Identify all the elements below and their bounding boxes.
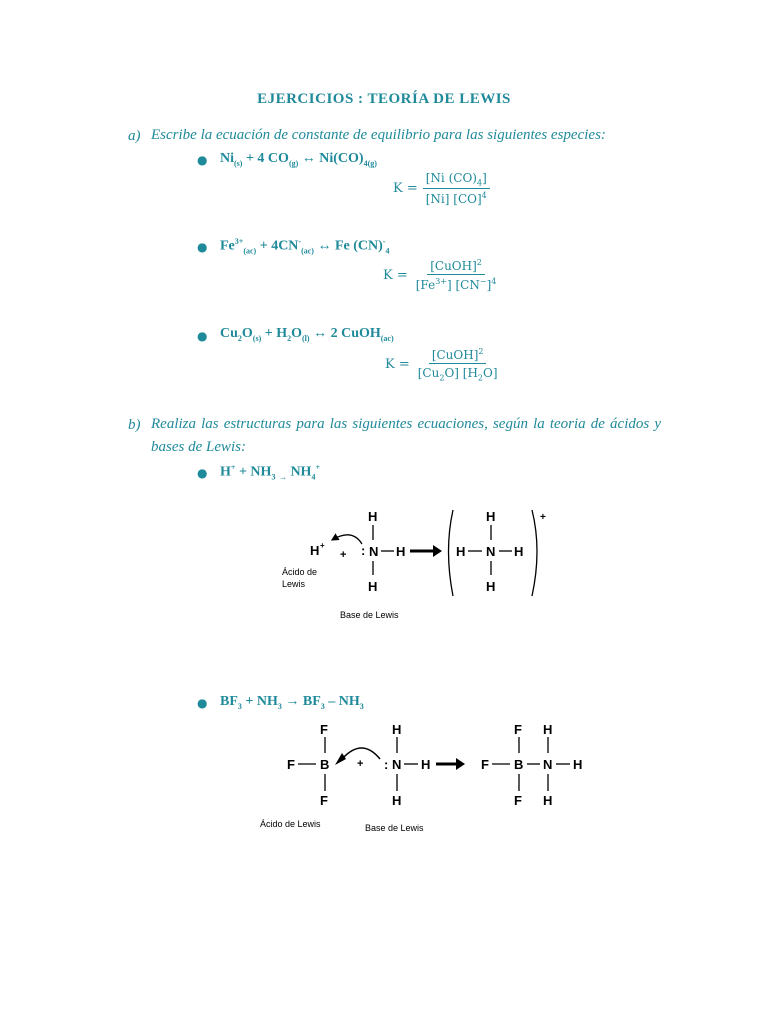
- bullet: ●: [197, 153, 208, 167]
- atom-h-left: H: [456, 544, 466, 559]
- atom-f-top: F: [514, 722, 522, 737]
- reaction-1-equation: $Ni_{(s)} + 4$ $CO_{(g)}$ ↔ $Ni(CO)_{4(g)}$: [220, 151, 377, 168]
- base-label: Base de Lewis: [340, 610, 399, 620]
- atom-h-bottom: H: [392, 793, 402, 808]
- denominator: [Ni] [CO]$^4$: [425, 191, 487, 207]
- atom-b: B: [514, 757, 524, 772]
- numerator: [Ni $(CO)_4$]: [423, 171, 490, 189]
- atom-h-top: H: [486, 509, 496, 524]
- part-b-label: b): [128, 417, 141, 433]
- atom-h-top: H: [368, 509, 378, 524]
- atom-h-bottom: H: [543, 793, 553, 808]
- acid-label-line2: Lewis: [282, 579, 306, 589]
- bracket-right: [532, 510, 537, 596]
- numerator: [CuOH]$^2$: [429, 347, 487, 364]
- bullet: ●: [197, 329, 208, 343]
- equilibrium-expression-3: [385, 347, 501, 382]
- denominator: $[Cu_2O]$ $[H_2O]$: [417, 366, 498, 383]
- atom-f-left: F: [287, 757, 295, 772]
- atom-h-top: H: [543, 722, 553, 737]
- base-label: Base de Lewis: [365, 823, 424, 833]
- part-a-label: a): [128, 128, 141, 144]
- reaction-b2-equation: $BF_3 + NH_3 \to BF_3 - NH_3$: [220, 694, 364, 711]
- atom-b: B: [320, 757, 330, 772]
- atom-h-bottom: H: [486, 579, 496, 594]
- ion-charge: +: [540, 512, 546, 523]
- atom-h-right: H: [573, 757, 583, 772]
- denominator: $[Fe^{3+}]$ $[CN^-]^4$: [415, 277, 497, 292]
- plus-sign: +: [340, 549, 347, 561]
- equilibrium-expression-1: [393, 171, 490, 206]
- part-b-prompt-line2: bases de Lewis:: [151, 439, 246, 455]
- reaction-2-equation: $Fe^{3+}_{(ac)} + 4CN^-_{(ac)}$ ↔ Fe $(CN)^-_4$: [220, 237, 390, 256]
- atom-f-left: F: [481, 757, 489, 772]
- part-b-prompt-line1: Realiza las estructuras para las siguientes ecuaciones, según la teoria de ácidos y: [151, 416, 661, 432]
- atom-h-top: H: [392, 722, 402, 737]
- atom-n: N: [486, 544, 496, 559]
- atom-n: N: [392, 757, 402, 772]
- acid-label: Ácido de Lewis: [260, 819, 321, 829]
- plus-sign: +: [357, 758, 364, 770]
- k-label: K =: [393, 181, 418, 197]
- bullet: ●: [197, 240, 208, 254]
- atom-h-right: H: [396, 544, 406, 559]
- bullet: ●: [197, 466, 208, 480]
- fraction: [423, 171, 490, 206]
- k-label: K =: [383, 267, 408, 283]
- lone-pair: :: [384, 757, 389, 772]
- electron-pair-arrow: [332, 535, 362, 544]
- page-title: EJERCICIOS : TEORÍA DE LEWIS: [257, 91, 511, 107]
- atom-n: N: [369, 544, 379, 559]
- lone-pair: :: [361, 543, 366, 558]
- atom-f-top: F: [320, 722, 328, 737]
- atom-h-bottom: H: [368, 579, 378, 594]
- lewis-diagram-bf3-nh3: [250, 715, 600, 840]
- charge-plus: +: [320, 541, 325, 550]
- bullet: ●: [197, 696, 208, 710]
- atom-f-bottom: F: [320, 793, 328, 808]
- bracket-left: [449, 510, 454, 596]
- atom-f-bottom: F: [514, 793, 522, 808]
- equilibrium-expression-2: [383, 258, 499, 292]
- atom-h: H: [310, 543, 320, 558]
- fraction: [413, 258, 500, 292]
- reaction-b1-equation: $H^+ + NH_3$ $_\to$ $NH_4^+$: [220, 463, 320, 482]
- part-a-prompt: Escribe la ecuación de constante de equilibrio para las siguientes especies:: [151, 127, 606, 143]
- reaction-3-equation: $Cu_2O_{(s)} + H_2O_{(l)}$ ↔ 2 CuOH$_{(ac)}$: [220, 326, 394, 343]
- lewis-diagram-nh4: [270, 500, 570, 630]
- atom-h-right: H: [514, 544, 524, 559]
- k-label: K =: [385, 357, 410, 373]
- atom-n: N: [543, 757, 553, 772]
- atom-h-right: H: [421, 757, 431, 772]
- fraction: [415, 347, 501, 382]
- acid-label-line1: Ácido de: [282, 567, 318, 577]
- numerator: [CuOH]$^2$: [427, 258, 485, 275]
